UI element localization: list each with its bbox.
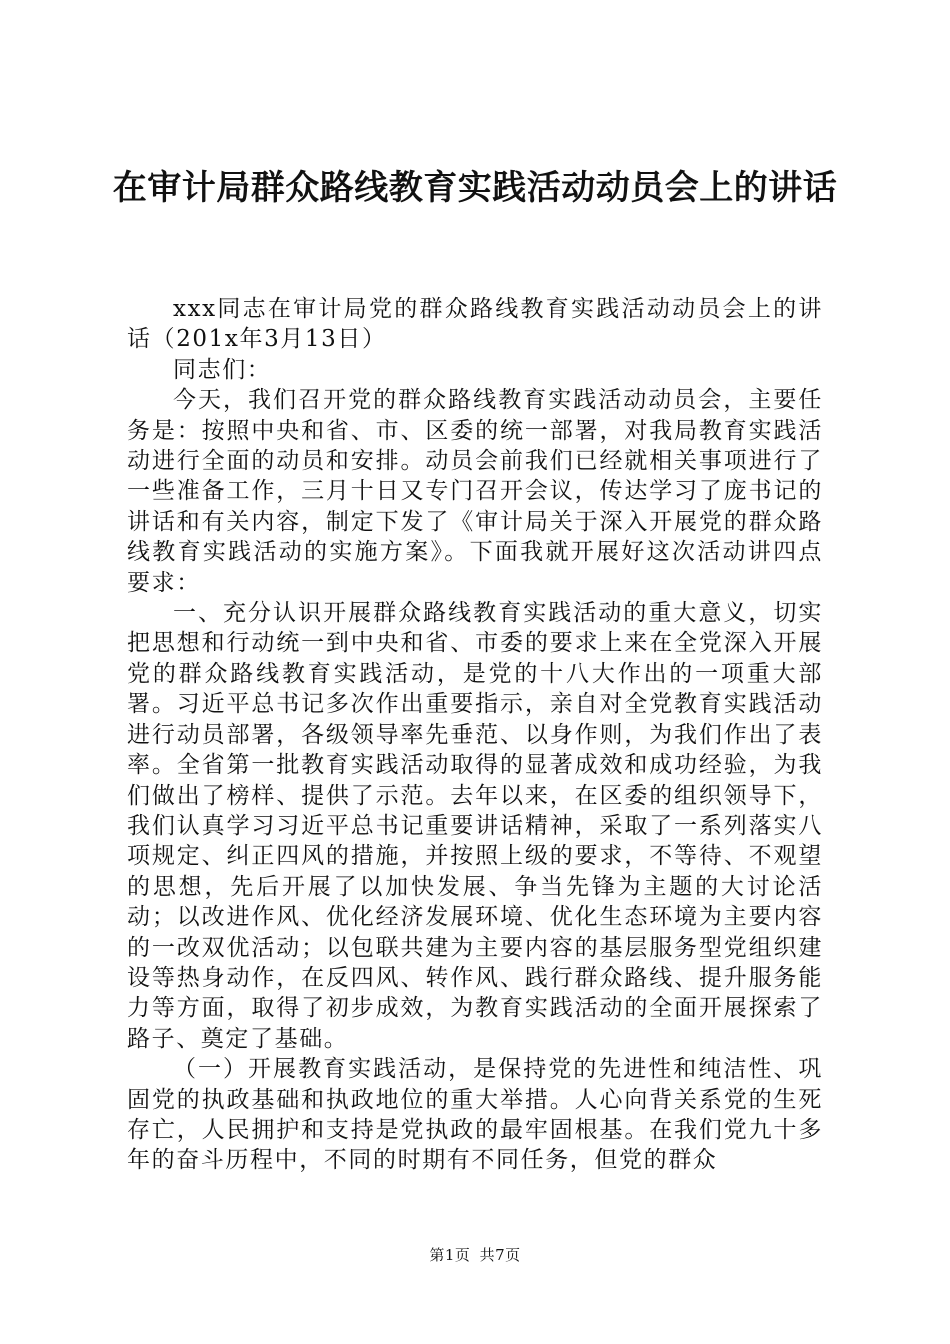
document-title: 在审计局群众路线教育实践活动动员会上的讲话 bbox=[112, 168, 838, 208]
paragraph-salutation: 同志们： bbox=[173, 356, 272, 383]
document-body bbox=[127, 294, 823, 1176]
page-number-footer: 第1页 共7页 bbox=[429, 1246, 521, 1264]
paragraph-intro: xxx同志在审计局党的群众路线教育实践活动动员会上的讲话（201x年3月13日） bbox=[127, 296, 823, 353]
paragraph-section-one: 一、充分认识开展群众路线教育实践活动的重大意义，切实把思想和行动统一到中央和省、市委的要求上来在全党深入开展党的群众路线教育实践活动，是党的十八大作出的一项重大部署。习近平总书记多次作出重要指示，亲自对全党教育实践活动进行动员部署，各级领导率先垂范、以身作则，为我们作出了表率。全省第一批教育实践活动取得的显著成效和成功经验，为我们做出了榜样、提供了示范。去年以来，在区委的组织领导下，我们认真学习习近平总书记重要讲话精神，采取了一系列落实八项规定、纠正四风的措施，并按照上级的要求，不等待、不观望的思想，先后开展了以加快发展、争当先锋为主题的大讨论活动；以改进作风、优化经济发展环境、优化生态环境为主要内容的一改双优活动；以包联共建为主要内容的基层服务型党组织建设等热身动作，在反四风、转作风、践行群众路线、提升服务能力等方面，取得了初步成效，为教育实践活动的全面开展探索了路子、奠定了基础。 bbox=[127, 600, 823, 1052]
paragraph-subsection-one: （一）开展教育实践活动，是保持党的先进性和纯洁性、巩固党的执政基础和执政地位的重大举措。人心向背关系党的生死存亡，人民拥护和支持是党执政的最牢固根基。在我们党九十多年的奋斗历程中，不同的时期有不同任务，但党的群众 bbox=[127, 1056, 823, 1174]
paragraph-opening: 今天，我们召开党的群众路线教育实践活动动员会，主要任务是：按照中央和省、市、区委的统一部署，对我局教育实践活动进行全面的动员和安排。动员会前我们已经就相关事项进行了一些准备工作，三月十日又专门召开会议，传达学习了庞书记的讲话和有关内容，制定下发了《审计局关于深入开展党的群众路线教育实践活动的实施方案》。下面我就开展好这次活动讲四点要求： bbox=[127, 387, 823, 596]
